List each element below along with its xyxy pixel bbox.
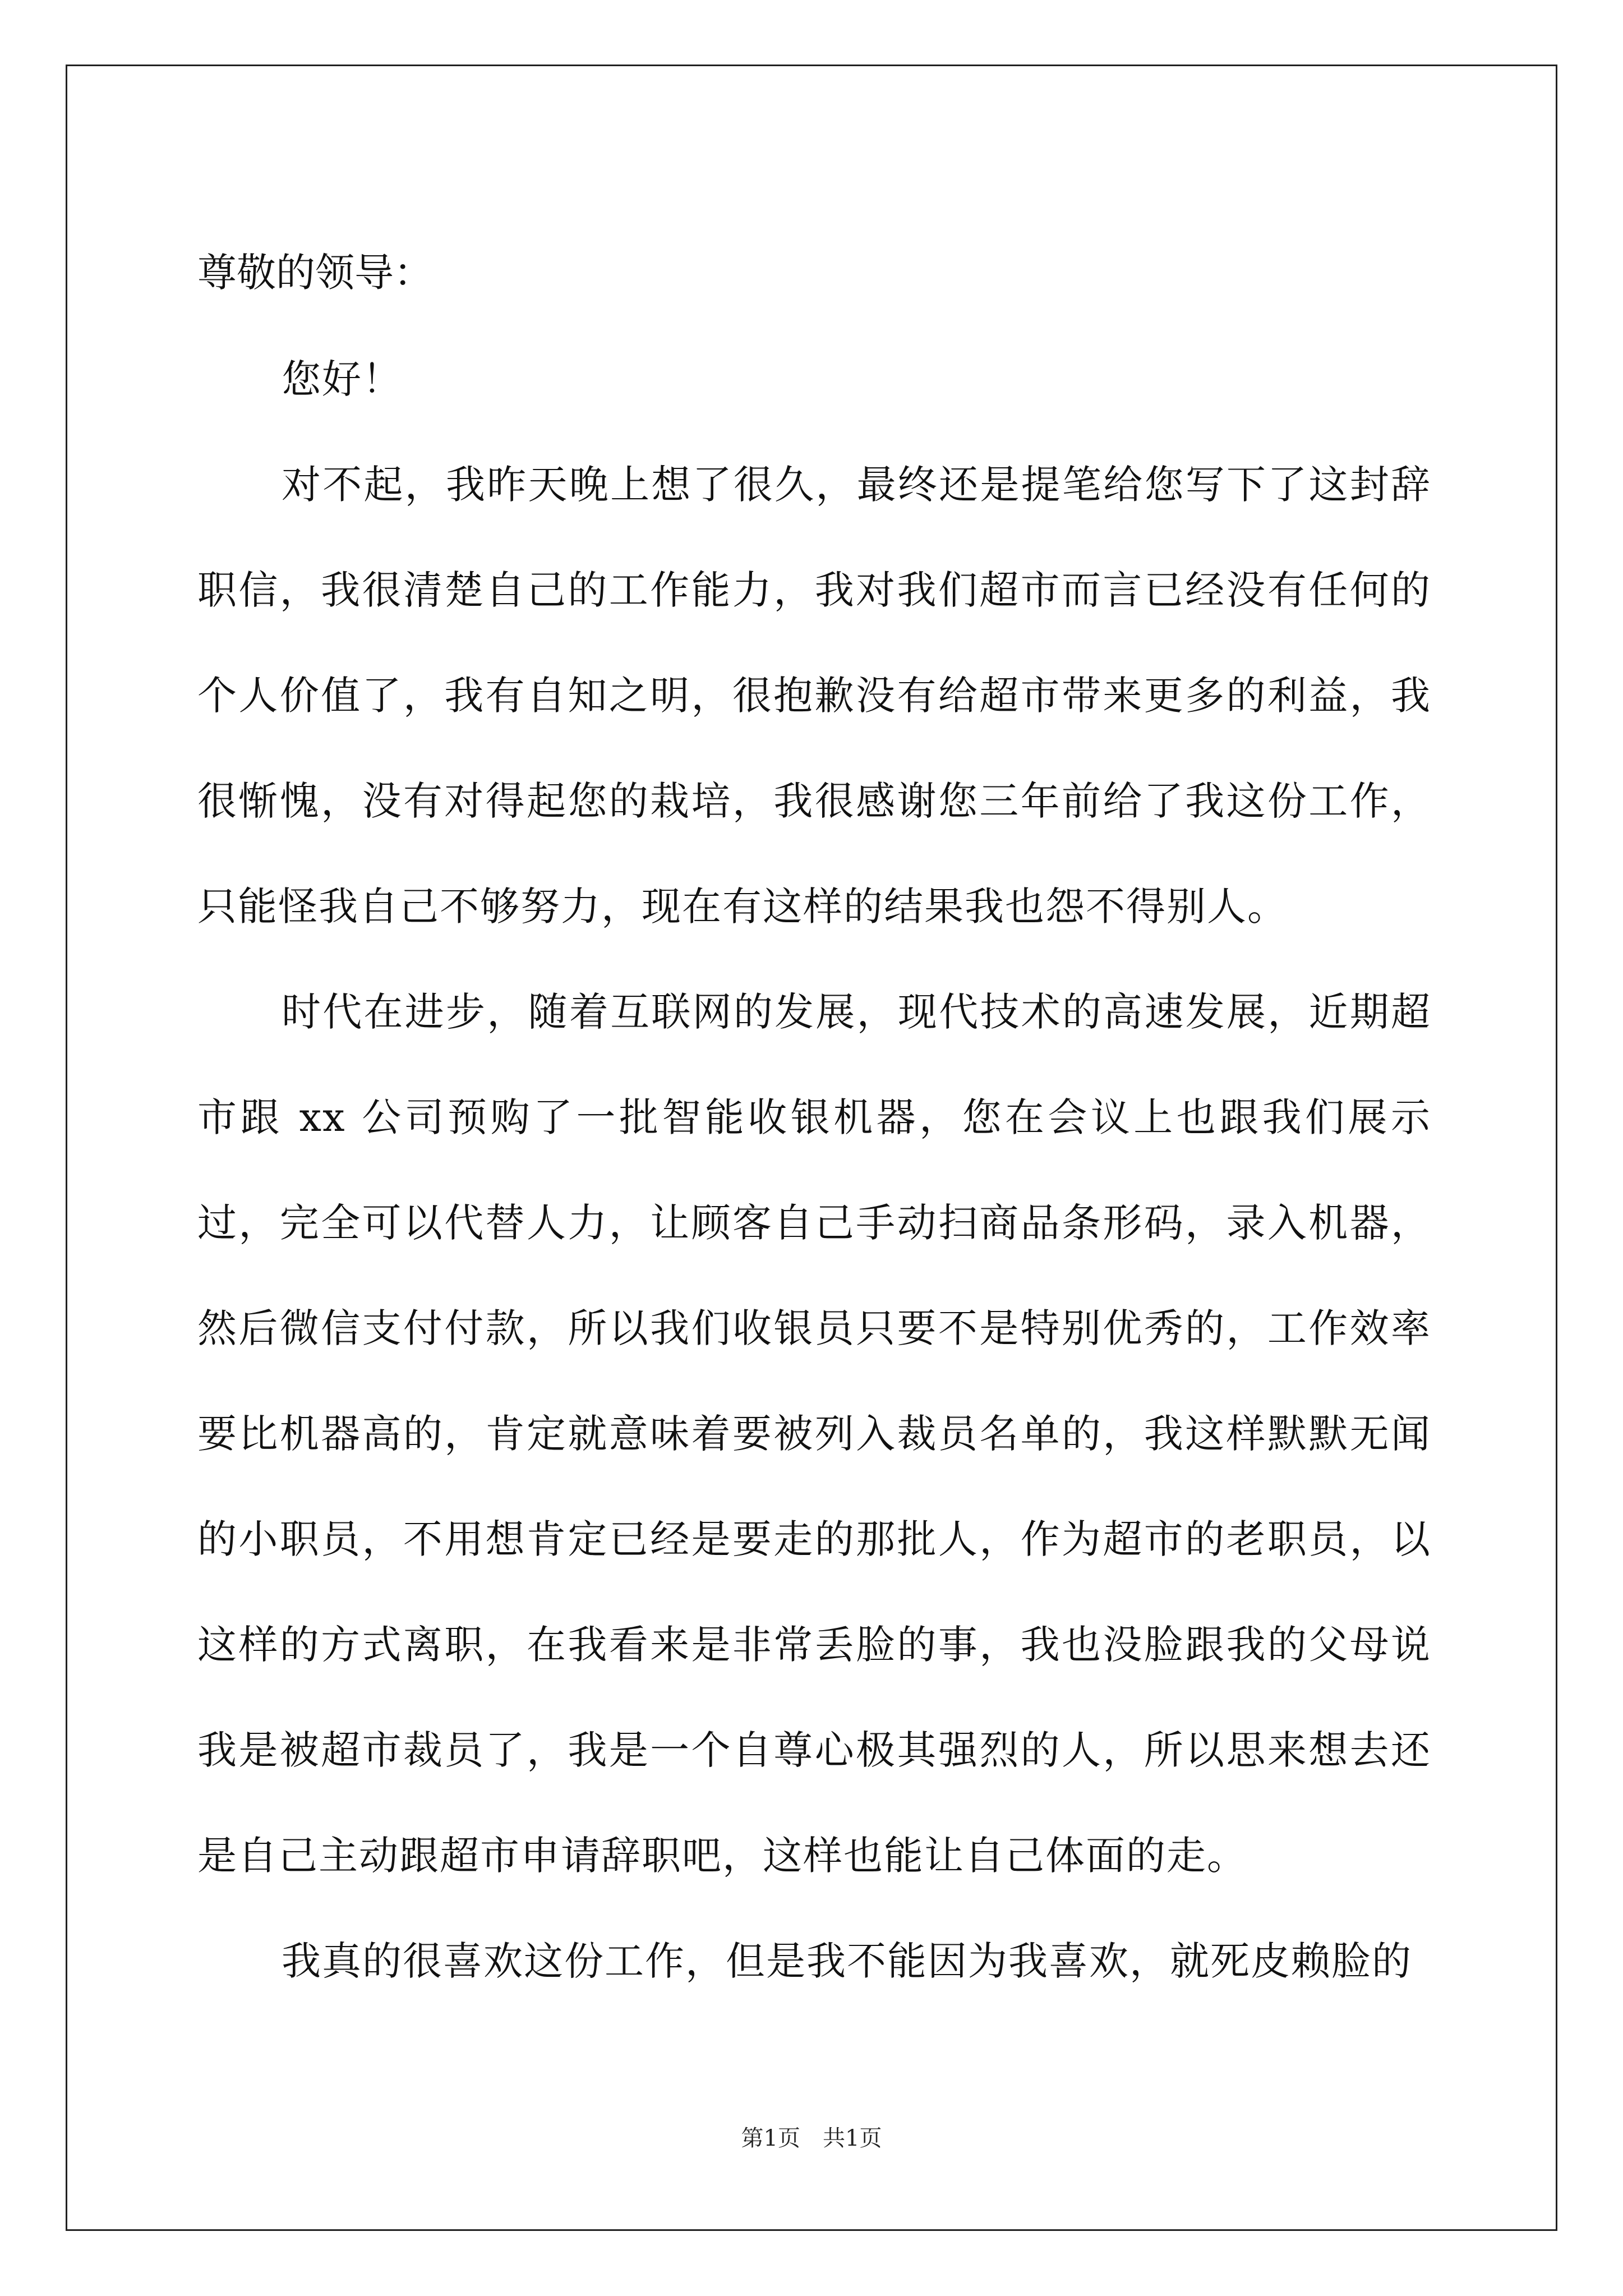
salutation: 尊敬的领导： bbox=[197, 250, 433, 296]
page-total: 共1页 bbox=[823, 2125, 882, 2151]
paragraph-1: 对不起，我昨天晚上想了很久，最终还是提笔给您写下了这封辞职信，我很清楚自己的工作能力，我对我们超市而言已经没有任何的个人价值了，我有自知之明，很抱歉没有给超市带来更多的利益，我很惭愧，没有对得起您的栽培，我很感谢您三年前给了我这份工作，只能怪我自己不够努力，现在有这样的结果我也怨不得别人。 bbox=[197, 462, 1431, 930]
letter-body bbox=[197, 219, 1431, 2014]
page-footer bbox=[0, 2120, 1623, 2152]
paragraph-3: 我真的很喜欢这份工作，但是我不能因为我喜欢，就死皮赖脸的 bbox=[282, 1938, 1412, 1984]
paragraph-2: 时代在进步，随着互联网的发展，现代技术的高速发展，近期超市跟 xx 公司预购了一批智能收银机器，您在会议上也跟我们展示过，完全可以代替人力，让顾客自己手动扫商品条形码，录入机器，然后微信支付付款，所以我们收银员只要不是特别优秀的，工作效率要比机器高的，肯定就意味着要被列入裁员名单的，我这样默默无闻的小职员，不用想肯定已经是要走的那批人，作为超市的老职员，以这样的方式离职，在我看来是非常丢脸的事，我也没脸跟我的父母说我是被超市裁员了，我是一个自尊心极其强烈的人，所以思来想去还是自己主动跟超市申请辞职吧，这样也能让自己体面的走。 bbox=[197, 989, 1431, 1879]
greeting: 您好！ bbox=[282, 356, 403, 402]
page-number: 第1页 bbox=[741, 2125, 800, 2151]
